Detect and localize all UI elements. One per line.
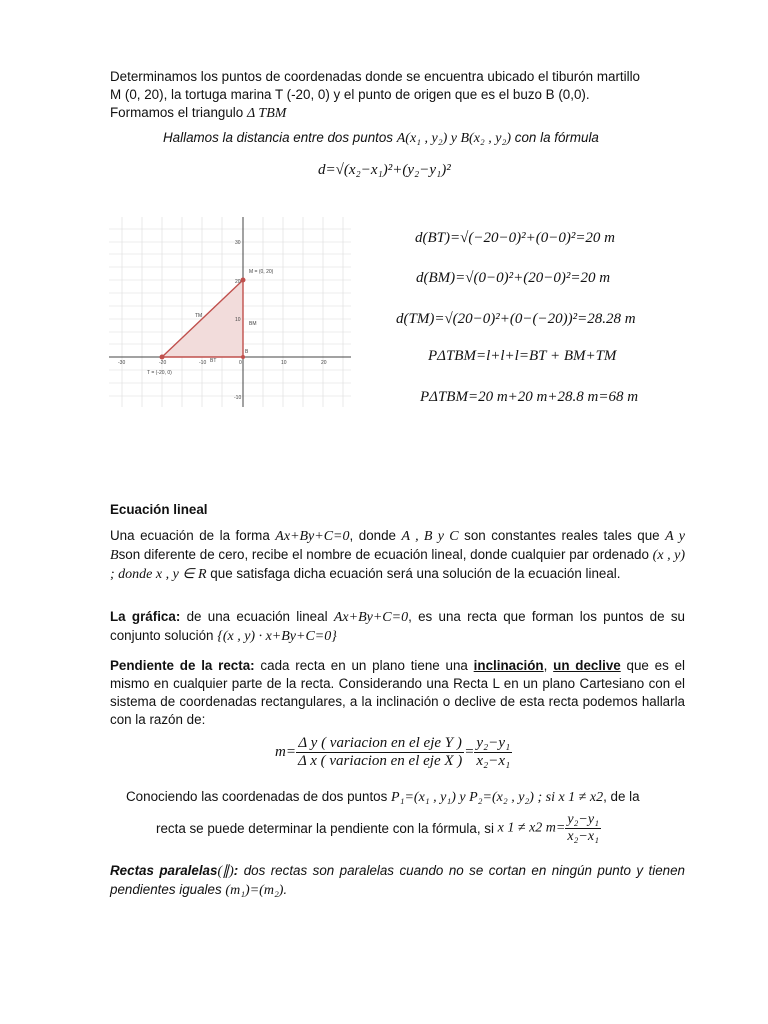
perimeter-definition: PΔTBM=l+l+l=BT + BM+TM: [428, 348, 617, 364]
point-m-label: M = (0, 20): [249, 269, 274, 275]
slope-comma: ,: [543, 658, 548, 673]
slope-num-2: y₂−y₁: [476, 735, 511, 751]
known-text-b: , de la: [603, 789, 640, 804]
slope-den-1: Δ x ( variacion en el eje X ): [297, 753, 463, 769]
graph-definition: [110, 608, 685, 646]
slope-m: m=: [275, 744, 296, 760]
coordinate-graph: [109, 217, 351, 407]
x-tick-4: 0: [239, 360, 242, 366]
side-tm-label: TM: [195, 313, 203, 319]
intro-line-3-text: Formamos el triangulo: [110, 105, 244, 120]
distance-tm: d(TM)=√(20−0)²+(0−(−20))²=28.28 m: [396, 311, 636, 327]
slope-text-a: cada recta en un plano tiene una: [260, 658, 468, 673]
intro-line-2: M (0, 20), la tortuga marina T (-20, 0) y el punto de origen que es el buzo B (0,0).: [110, 87, 590, 102]
parallel-label: Rectas paralelas: [110, 863, 218, 878]
distance-points: A(x₁ , y₂) y B(x₂ , y₂): [396, 131, 512, 146]
linear-abc: A , B y C: [401, 529, 459, 544]
intro-line-3: [110, 104, 685, 123]
known-num: y₂−y₁: [567, 812, 599, 827]
distance-bm: d(BM)=√(0−0)²+(20−0)²=20 m: [416, 270, 611, 286]
triangle-symbol: Δ TBM: [246, 106, 287, 121]
slope-frac-1: [296, 735, 464, 770]
slope-frac-2: [474, 735, 512, 770]
slope-inclination: inclinación: [473, 658, 544, 673]
point-t: [160, 355, 165, 360]
y-tick-4: -10: [234, 395, 242, 401]
parallel-condition: (m₁)=(m₂): [225, 883, 284, 898]
distance-text-after: con la fórmula: [514, 130, 599, 145]
side-bt-label: BT: [210, 358, 217, 364]
linear-form: Ax+By+C=0: [275, 529, 350, 544]
slope-declive: un declive: [553, 658, 621, 673]
point-t-label: T = (-20, 0): [147, 370, 172, 376]
linear-p-d: son diferente de cero, recibe el nombre de ecuación lineal, donde cualquier par ordenado: [118, 547, 649, 562]
linear-p-c: son constantes reales tales que: [464, 528, 660, 543]
slope-num-1: Δ y ( variacion en el eje Y ): [296, 735, 464, 753]
parallel-colon: :: [233, 863, 239, 878]
known-condition: x 1 ≠ x2 m=: [497, 820, 566, 836]
linear-p-b: , donde: [349, 528, 396, 543]
intro-line-1: Determinamos los puntos de coordenadas donde se encuentra ubicado el tiburón martillo: [110, 69, 640, 84]
slope-formula: [275, 735, 512, 770]
linear-pair: (x , y) ; donde x , y ∈ R: [110, 548, 685, 582]
known-points: P₁=(x₁ , y₁) y P₂=(x₂ , y₂) ; si x 1 ≠ x2: [391, 790, 604, 805]
x-tick-1: -30: [118, 360, 126, 366]
parallel-paragraph: [110, 862, 685, 900]
known-condition-line: [156, 812, 601, 845]
parallel-end: .: [283, 882, 288, 897]
graph-def-set: {(x , y) ∙ x+By+C=0}: [217, 629, 337, 644]
distance-formula: d=√(x₂−x₁)²+(y₂−y₁)²: [318, 162, 451, 178]
graph-def-form: Ax+By+C=0: [333, 610, 409, 625]
known-points-line: [126, 789, 640, 806]
slope-paragraph: [110, 657, 685, 729]
linear-paragraph: [110, 527, 685, 584]
graph-def-text-a: de una ecuación lineal: [186, 609, 328, 624]
linear-heading: [110, 501, 685, 519]
linear-ab: A y B: [110, 529, 685, 563]
y-tick-1: 30: [235, 240, 241, 246]
x-tick-5: 10: [281, 360, 287, 366]
point-b: [241, 355, 245, 359]
known-frac: [565, 812, 601, 845]
known-text-a: Conociendo las coordenadas de dos puntos: [126, 789, 388, 804]
slope-text-b: que es el mismo en cualquier parte de la recta. Considerando una Recta L en un plano Cartesiano con el sistema de coordenadas rectangulares, a la inclinación o declive de esta recta podemos hallarla con la razón de:: [110, 658, 685, 727]
x-tick-6: 20: [321, 360, 327, 366]
linear-p-e: que satisfaga dicha ecuación será una solución de la ecuación lineal.: [210, 566, 621, 581]
graph-def-text-b: , es una recta que forman los puntos de su conjunto solución: [110, 609, 685, 643]
triangle-tbm: [162, 280, 243, 357]
linear-heading-text: Ecuación lineal: [110, 502, 208, 517]
x-tick-2: -20: [159, 360, 167, 366]
distance-formula-line: [163, 130, 599, 147]
known-text-c: recta se puede determinar la pendiente con la fórmula, si: [156, 821, 494, 836]
slope-label: Pendiente de la recta:: [110, 658, 255, 673]
y-tick-2: 20: [235, 279, 241, 285]
parallel-text: dos rectas son paralelas cuando no se cortan en ningún punto y tienen pendientes iguales: [110, 863, 685, 897]
parallel-symbol: (∥): [217, 864, 234, 879]
y-tick-3: 10: [235, 317, 241, 323]
point-b-label: B: [245, 349, 249, 355]
intro-paragraph: [110, 68, 685, 123]
side-bm-label: BM: [249, 321, 257, 327]
slope-equals: =: [464, 744, 475, 760]
linear-p-a: Una ecuación de la forma: [110, 528, 270, 543]
x-tick-3: -10: [199, 360, 207, 366]
graph-def-label: La gráfica:: [110, 609, 181, 624]
distance-text-before: Hallamos la distancia entre dos puntos: [163, 130, 394, 145]
point-m: [241, 278, 246, 283]
known-den: x₂−x₁: [567, 829, 599, 844]
perimeter-value: PΔTBM=20 m+20 m+28.8 m=68 m: [420, 389, 639, 405]
distance-bt: d(BT)=√(−20−0)²+(0−0)²=20 m: [415, 230, 616, 246]
slope-den-2: x₂−x₁: [476, 753, 511, 769]
